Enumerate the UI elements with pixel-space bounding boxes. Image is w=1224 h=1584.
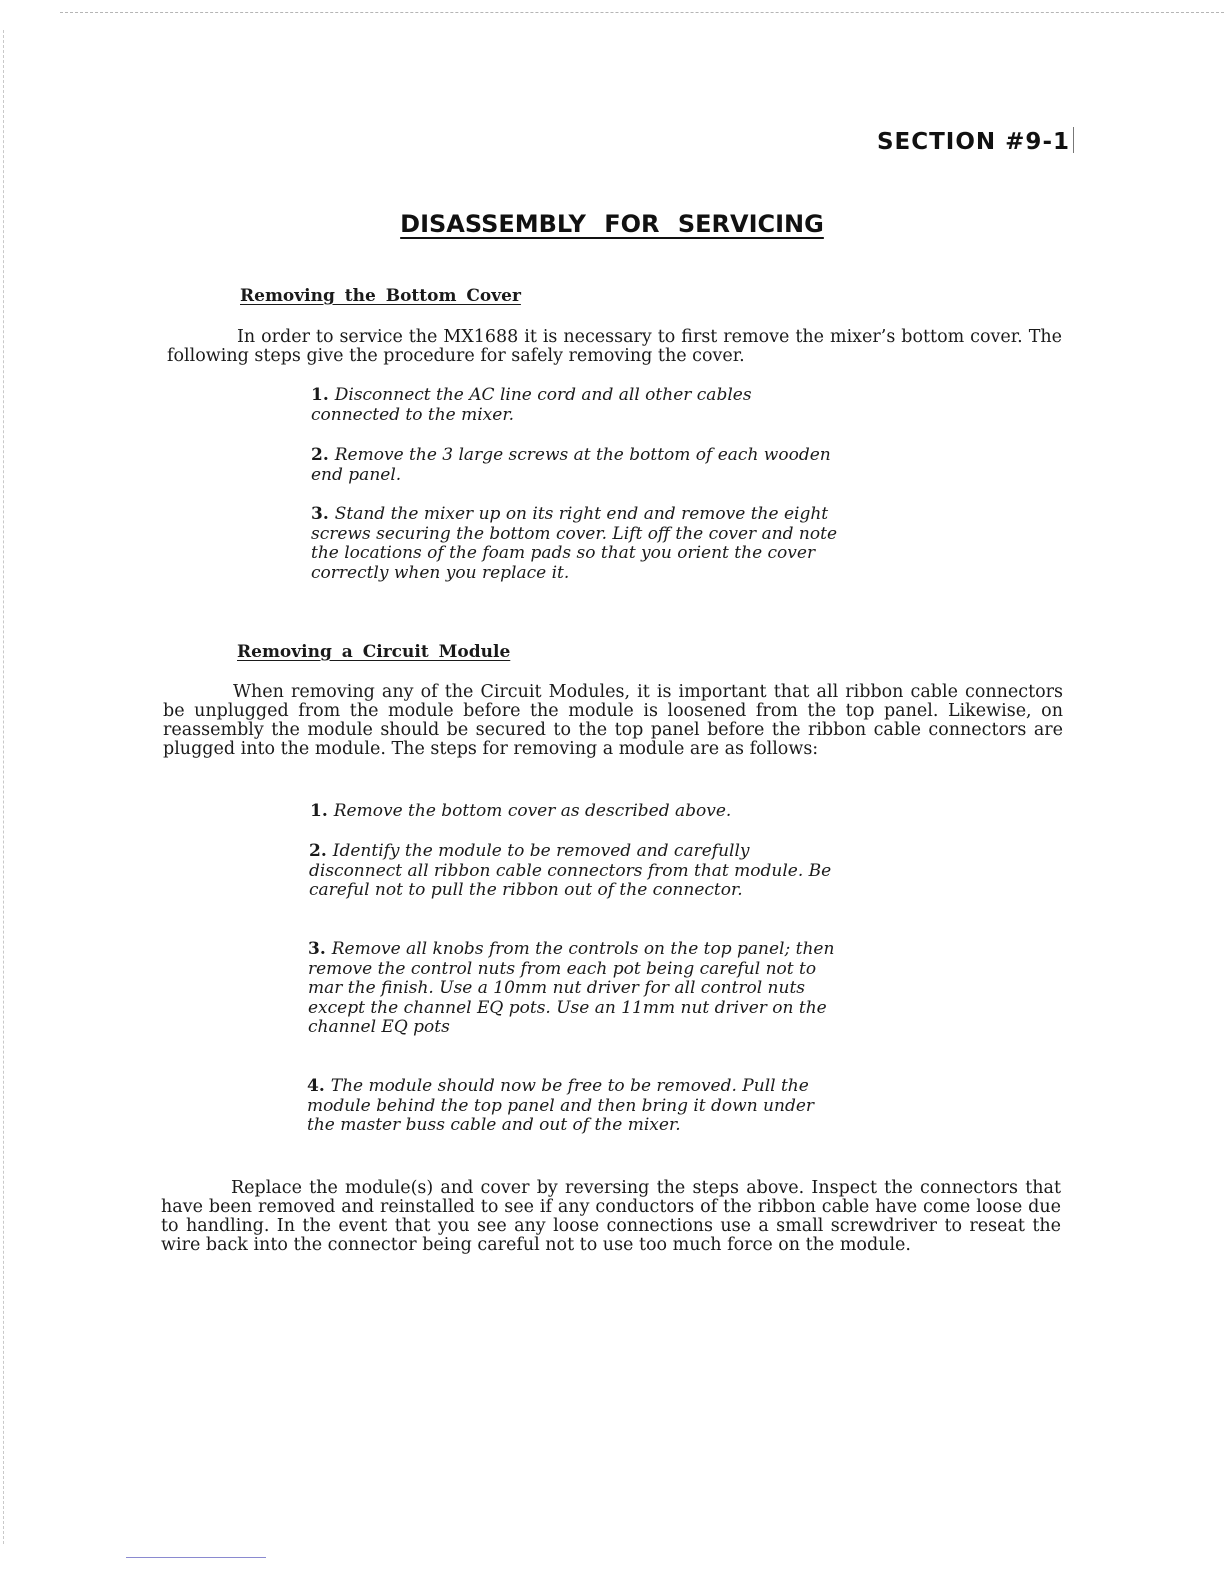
bottom-cover-step-3: 3. Stand the mixer up on its right end and remove the eight screws securing the bottom cover. Lift off the cover and note the locations of the foam pads so that you orient the cover correctly when you replace it.	[311, 504, 838, 583]
circuit-module-step-2: 2. Identify the module to be removed and carefully disconnect all ribbon cable connectors from that module. Be careful not to pull the ribbon out of the connector.	[309, 841, 832, 900]
page-title: DISASSEMBLY FOR SERVICING	[400, 210, 824, 238]
circuit-module-step-1: 1. Remove the bottom cover as described above.	[310, 801, 732, 821]
circuit-module-step-4: 4. The module should now be free to be removed. Pull the module behind the top panel and then bring it down under the master buss cable and out of the mixer.	[307, 1076, 815, 1135]
heading-bottom-cover: Removing the Bottom Cover	[240, 286, 521, 306]
circuit-module-closing: Replace the module(s) and cover by reversing the steps above. Inspect the connectors that have been removed and reinstalled to see if any conductors of the ribbon cable have come loose due to handling. In the event that you see any loose connections use a small screwdriver to reseat the wire back into the connector being careful not to use too much force on the module.	[161, 1178, 1061, 1255]
scan-top-edge	[60, 12, 1224, 13]
section-label: SECTION #9-1	[877, 127, 1074, 155]
circuit-module-intro: When removing any of the Circuit Modules, it is important that all ribbon cable connectors be unplugged from the module before the module is loosened from the top panel. Likewise, on reassembly the module should be secured to the top panel before the ribbon cable connectors are plugged into the module. The steps for removing a module are as follows:	[163, 682, 1063, 759]
bottom-cover-intro: In order to service the MX1688 it is necessary to first remove the mixer’s bottom cover. The following steps give the procedure for safely removing the cover.	[167, 327, 1062, 366]
bottom-cover-step-1: 1. Disconnect the AC line cord and all other cables connected to the mixer.	[311, 385, 752, 425]
scan-left-edge	[3, 30, 4, 1544]
scan-bottom-mark	[126, 1557, 266, 1558]
bottom-cover-step-2: 2. Remove the 3 large screws at the bottom of each wooden end panel.	[311, 445, 831, 485]
circuit-module-step-3: 3. Remove all knobs from the controls on the top panel; then remove the control nuts from each pot being careful not to mar the finish. Use a 10mm nut driver for all control nuts except the channel EQ pots. Use an 11mm nut driver on the channel EQ pots	[308, 939, 835, 1037]
heading-circuit-module: Removing a Circuit Module	[237, 642, 511, 662]
